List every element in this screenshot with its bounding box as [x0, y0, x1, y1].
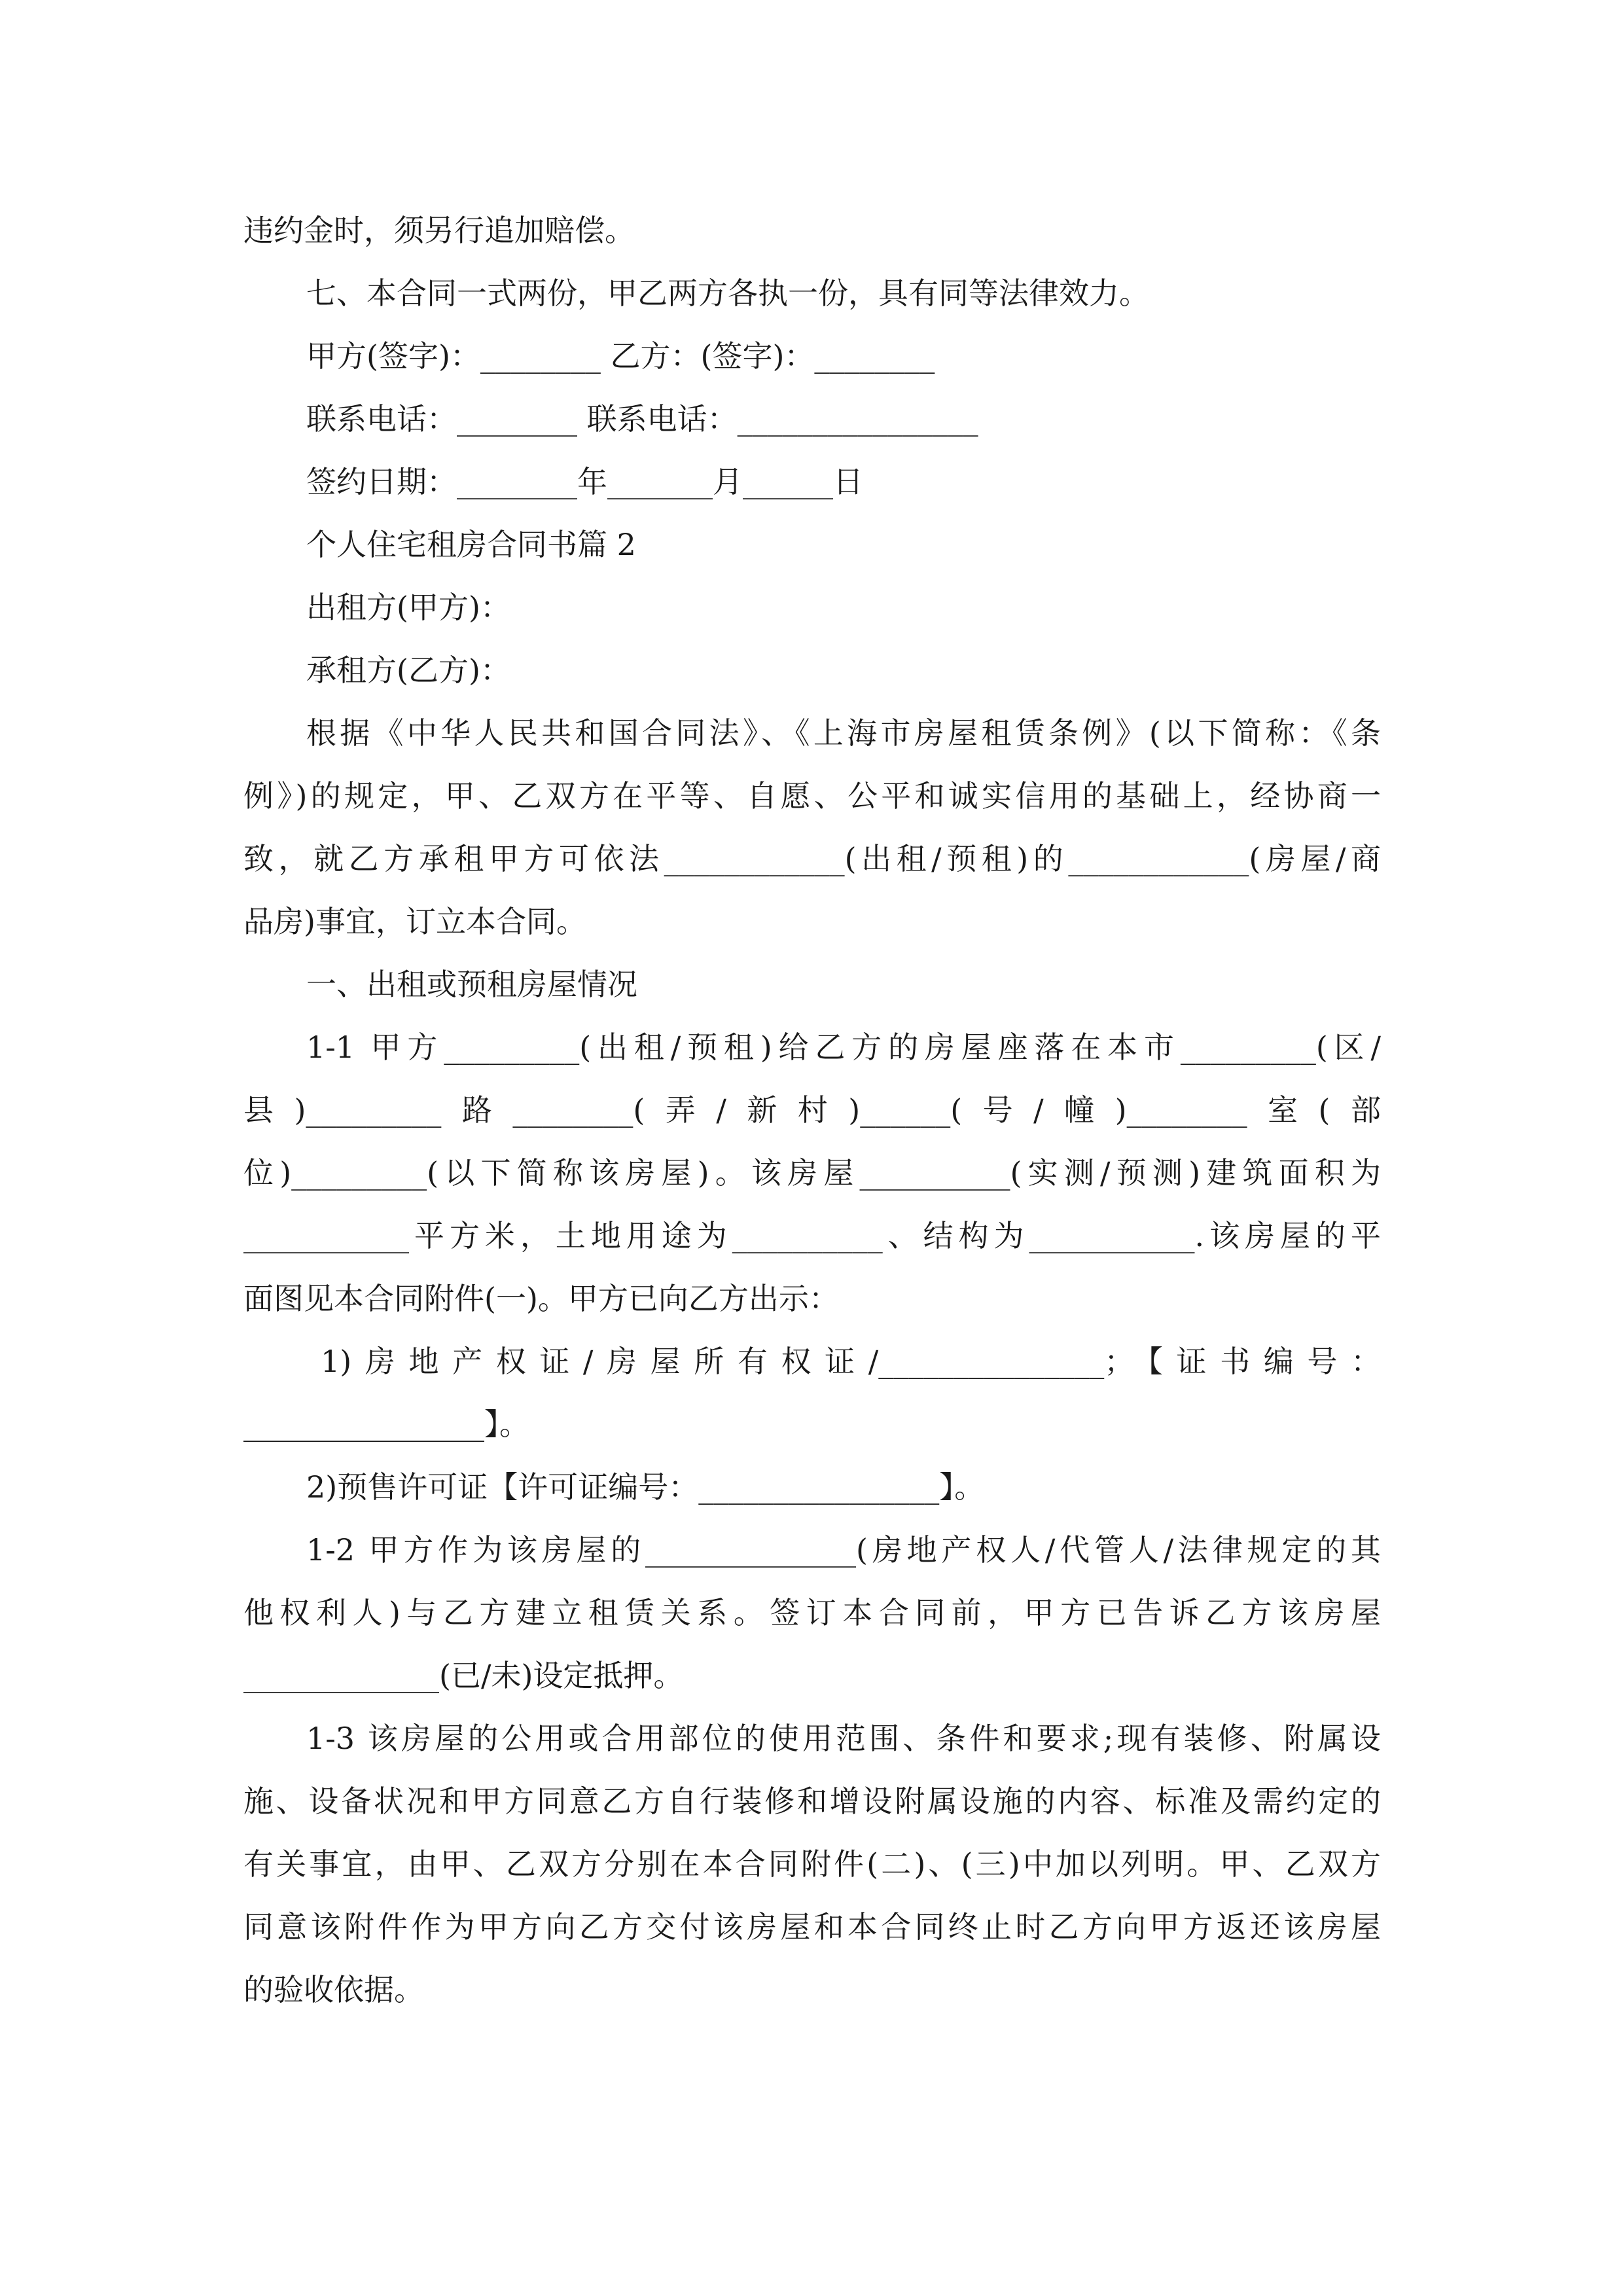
text-line: 施、设备状况和甲方同意乙方自行装修和增设附属设施的内容、标准及需约定的 — [243, 1784, 1381, 1819]
text-line: 根据《中华人民共和国合同法》、《上海市房屋租赁条例》(以下简称：《条 — [306, 715, 1381, 751]
date-line: 签约日期：________年_______月______日 — [306, 464, 863, 499]
phone-line: 联系电话：________ 联系电话：________________ — [306, 401, 978, 437]
text-line: 他权利人)与乙方建立租赁关系。签订本合同前，甲方已告诉乙方该房屋 — [243, 1595, 1381, 1630]
text-line: 1-1 甲方_________(出租/预租)给乙方的房屋座落在本市_________(区/ — [306, 1030, 1381, 1065]
text-line: ___________平方米，土地用途为__________、结构为___________.该房屋的平 — [243, 1218, 1381, 1253]
text-line: 致，就乙方承租甲方可依法____________(出租/预租)的____________(房屋/商 — [243, 841, 1381, 876]
text-line: _____________(已/未)设定抵押。 — [243, 1658, 684, 1693]
text-line: 1-3 该房屋的公用或合用部位的使用范围、条件和要求;现有装修、附属设 — [306, 1721, 1381, 1756]
section-title: 个人住宅租房合同书篇 2 — [306, 527, 636, 562]
text-line: 1)房地产权证/房屋所有权证/_______________；【证书编号： — [321, 1344, 1381, 1379]
text-line: 1-2 甲方作为该房屋的______________(房地产权人/代管人/法律规定的其 — [306, 1532, 1381, 1568]
lessee-line: 承租方(乙方)： — [306, 653, 510, 688]
text-line: 品房)事宜，订立本合同。 — [243, 904, 586, 939]
text-line: 违约金时，须另行追加赔偿。 — [243, 213, 635, 248]
text-line: 同意该附件作为甲方向乙方交付该房屋和本合同终止时乙方向甲方返还该房屋 — [243, 1909, 1381, 1945]
text-line: 七、本合同一式两份，甲乙两方各执一份，具有同等法律效力。 — [306, 276, 1149, 311]
text-line: 2)预售许可证【许可证编号：________________】。 — [306, 1469, 985, 1505]
text-line: 有关事宜，由甲、乙双方分别在本合同附件(二)、(三)中加以列明。甲、乙双方 — [243, 1846, 1381, 1882]
lessor-line: 出租方(甲方)： — [306, 590, 510, 625]
text-line: 的验收依据。 — [243, 1972, 424, 2007]
text-line: 面图见本合同附件(一)。甲方已向乙方出示： — [243, 1281, 839, 1316]
heading-line: 一、出租或预租房屋情况 — [306, 967, 637, 1002]
text-line: 例》)的规定，甲、乙双方在平等、自愿、公平和诚实信用的基础上，经协商一 — [243, 778, 1381, 814]
text-line: 位)_________(以下简称该房屋)。该房屋__________(实测/预测)建筑面积为 — [243, 1155, 1381, 1191]
signature-line: 甲方(签字)：________ 乙方：(签字)：________ — [306, 338, 935, 374]
text-line: ________________】。 — [243, 1407, 529, 1442]
text-line: 县)_________路________(弄/新村)______(号/幢)________室(部 — [243, 1092, 1381, 1128]
